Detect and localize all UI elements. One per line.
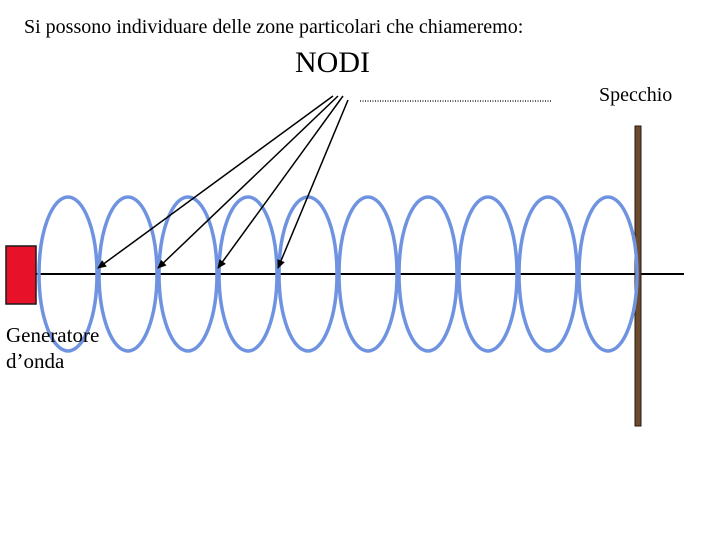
wave-generator: [6, 246, 36, 304]
nodes-label: NODI: [295, 46, 370, 79]
generator-label: [6, 322, 146, 374]
slide-heading: Si possono individuare delle zone particolari che chiameremo:: [24, 16, 524, 38]
mirror-label: Specchio: [599, 84, 673, 106]
node-arrow: [158, 96, 338, 268]
node-arrow: [278, 100, 348, 268]
generator-label-line2: d’onda: [6, 349, 65, 373]
generator-label-line1: Generatore: [6, 323, 100, 347]
